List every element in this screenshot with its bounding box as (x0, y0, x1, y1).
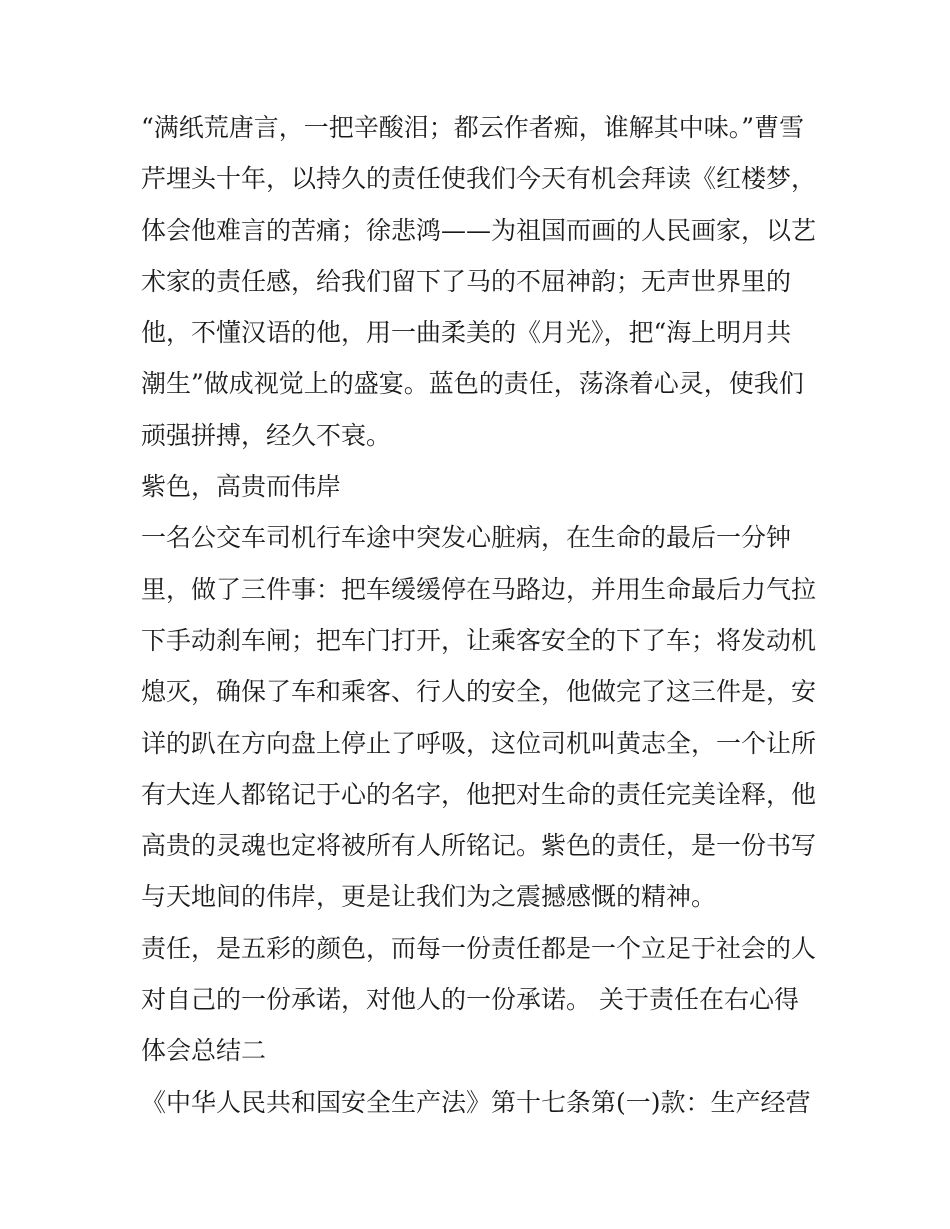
text-line: 芹埋头十年，以持久的责任使我们今天有机会拜读《红楼梦， (141, 164, 817, 194)
text-line: 体会他难言的苦痛；徐悲鸿——为祖国而画的人民画家，以艺 (141, 215, 817, 245)
text-line: 高贵的灵魂也定将被所有人所铭记。紫色的责任，是一份书写 (141, 831, 817, 861)
section-heading: 紫色，高贵而伟岸 (141, 472, 342, 502)
text-line: 里，做了三件事：把车缓缓停在马路边，并用生命最后力气拉 (141, 574, 817, 604)
text-line: 与天地间的伟岸，更是让我们为之震撼感慨的精神。 (141, 882, 717, 912)
text-line: 潮生”做成视觉上的盛宴。蓝色的责任，荡涤着心灵，使我们 (141, 369, 804, 399)
text-line: 对自己的一份承诺，对他人的一份承诺。 关于责任在右心得 (141, 985, 799, 1015)
text-line: 下手动刹车闸；把车门打开，让乘客安全的下了车；将发动机 (141, 625, 817, 655)
text-line: 《中华人民共和国安全生产法》第十七条第(一)款：生产经营 (141, 1087, 811, 1117)
text-line: 体会总结二 (141, 1036, 267, 1066)
text-line: 术家的责任感，给我们留下了马的不屈神韵；无声世界里的 (141, 266, 792, 296)
text-line: 责任，是五彩的颜色，而每一份责任都是一个立足于社会的人 (141, 933, 817, 963)
text-line: 熄灭，确保了车和乘客、行人的安全，他做完了这三件是，安 (141, 677, 817, 707)
text-line: “满纸荒唐言，一把辛酸泪；都云作者痴，谁解其中味。”曹雪 (141, 113, 805, 142)
text-line: 他，不懂汉语的他，用一曲柔美的《月光》，把“海上明月共 (141, 318, 792, 348)
text-line: 顽强拼搏，经久不衰。 (141, 420, 392, 450)
text-line: 有大连人都铭记于心的名字，他把对生命的责任完美诠释，他 (141, 779, 817, 809)
body-text (141, 102, 821, 1128)
text-line: 一名公交车司机行车途中突发心脏病，在生命的最后一分钟 (141, 523, 792, 553)
text-line: 详的趴在方向盘上停止了呼吸，这位司机叫黄志全，一个让所 (141, 728, 817, 758)
